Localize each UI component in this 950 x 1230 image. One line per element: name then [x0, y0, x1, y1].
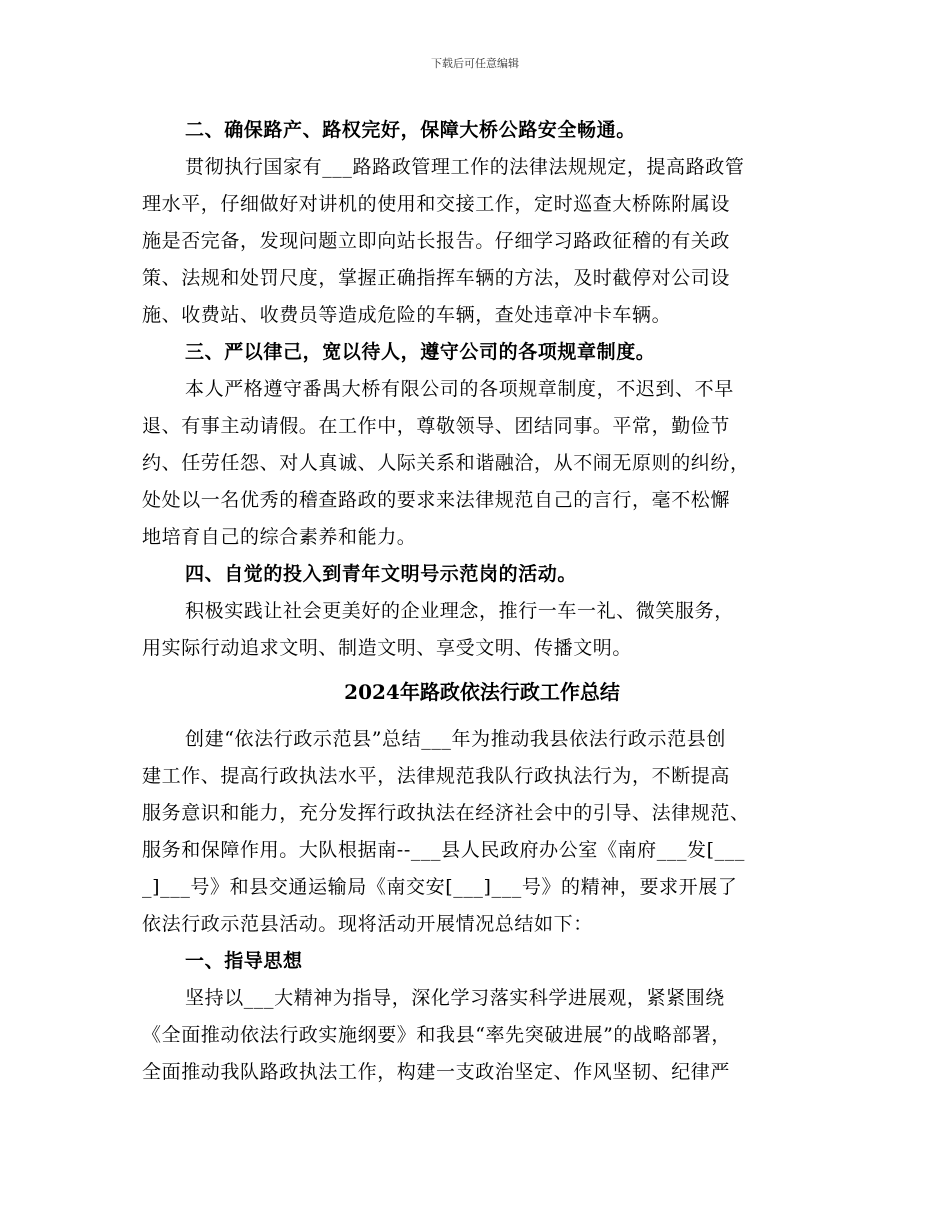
paragraph-line: 贯彻执行国家有___路路政管理工作的法律法规规定，提高路政管 [185, 156, 745, 178]
paragraph-line: 积极实践让社会更美好的企业理念，推行一车一礼、微笑服务， [185, 600, 734, 622]
paragraph-line: 施是否完备，发现问题立即向站长报告。仔细学习路政征稽的有关政 [142, 230, 731, 252]
paragraph-line: 用实际行动追求文明、制造文明、享受文明、传播文明。 [142, 637, 633, 659]
paragraph-line: 服务意识和能力，充分发挥行政执法在经济社会中的引导、法律规范、 [142, 802, 750, 824]
section-heading-road-rights: 二、确保路产、路权完好，保障大桥公路安全畅通。 [185, 119, 636, 141]
header-note: 下载后可任意编辑 [431, 57, 519, 70]
document-body [142, 112, 822, 1091]
paragraph-line: 施、收费站、收费员等造成危险的车辆，查处违章冲卡车辆。 [142, 304, 672, 326]
paragraph-line: 《全面推动依法行政实施纲要》和我县“率先突破进展”的战略部署， [142, 1024, 732, 1046]
paragraph-line: 建工作、提高行政执法水平，法律规范我队行政执法行为，不断提高 [142, 765, 731, 787]
paragraph-line: 约、任劳任怨、对人真诚、人际关系和谐融洽，从不闹无原则的纠纷， [142, 452, 750, 474]
paragraph-line: 理水平，仔细做好对讲机的使用和交接工作，定时巡查大桥陈附属设 [142, 193, 731, 215]
paragraph-line: 坚持以___大精神为指导，深化学习落实科学进展观，紧紧围绕 [185, 987, 725, 1009]
paragraph-line: 依法行政示范县活动。现将活动开展情况总结如下： [142, 913, 593, 935]
section-heading-guiding-ideology: 一、指导思想 [185, 950, 303, 972]
paragraph-line: 服务和保障作用。大队根据南--___县人民政府办公室《南府___发[___ [142, 839, 745, 861]
paragraph-line: 退、有事主动请假。在工作中，尊敬领导、团结同事。平常，勤俭节 [142, 415, 731, 437]
section-heading-youth-civilization: 四、自觉的投入到青年文明号示范岗的活动。 [185, 563, 578, 585]
paragraph-line: _]___号》和县交通运输局《南交安[___]___号》的精神，要求开展了 [142, 876, 738, 898]
paragraph-line: 地培育自己的综合素养和能力。 [142, 526, 417, 548]
paragraph-line: 创建“依法行政示范县”总结___年为推动我县依法行政示范县创 [185, 728, 726, 750]
paragraph-line: 本人严格遵守番禺大桥有限公司的各项规章制度，不迟到、不早 [185, 378, 734, 400]
paragraph-line: 全面推动我队路政执法工作，构建一支政治坚定、作风坚韧、纪律严 [142, 1061, 731, 1083]
paragraph-line: 策、法规和处罚尺度，掌握正确指挥车辆的方法，及时截停对公司设 [142, 267, 731, 289]
paragraph-line: 处处以一名优秀的稽查路政的要求来法律规范自己的言行，毫不松懈 [142, 489, 731, 511]
document-title: 2024年路政依法行政工作总结 [344, 680, 620, 704]
section-heading-discipline: 三、严以律己，宽以待人，遵守公司的各项规章制度。 [185, 341, 656, 363]
